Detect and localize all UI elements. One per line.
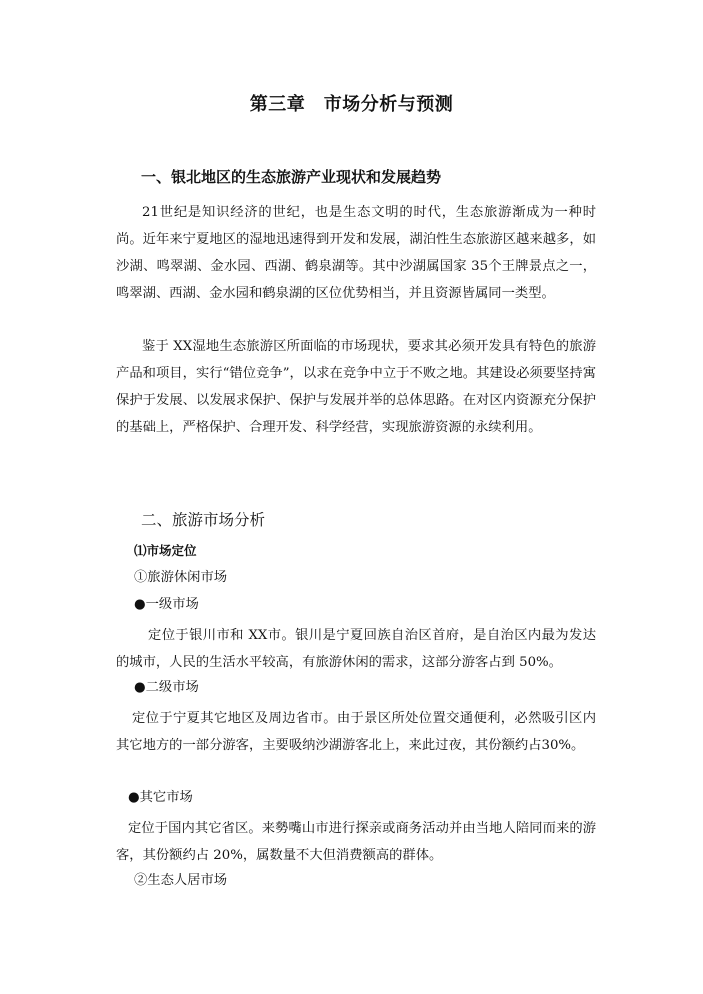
section-heading-2: 二、旅游市场分析 — [141, 511, 266, 529]
tier1-paragraph: 定位于银川市和 XX市。银川是宁夏回族自治区首府，是自治区内最为发达的城市，人民的生活水平较高，有旅游休闲的需求，这部分游客占到 50%。 — [116, 628, 596, 670]
paragraph-2: 鉴于 XX湿地生态旅游区所面临的市场现状，要求其必须开发具有特色的旅游产品和项目，实行“错位竞争”，以求在竞争中立于不败之地。其建设必须要坚持寓保护于发展、以发展求保护、保护与发展并举的总体思路。在对区内资源充分保护的基础上，严格保护、合理开发、科学经营，实现旅游资源的永续利用。 — [116, 339, 596, 435]
paragraph-1: 21世纪是知识经济的世纪，也是生态文明的时代，生态旅游渐成为一种时尚。近年来宁夏地区的湿地迅速得到开发和发展，湖泊性生态旅游区越来越多，如沙湖、鸣翠湖、金水园、西湖、鹤泉湖等。其中沙湖属国家 35个王牌景点之一，鸣翠湖、西湖、金水园和鹤泉湖的区位优势相当，并且资源皆属同一类型。 — [116, 205, 596, 301]
tier1-label: ●一级市场 — [134, 597, 199, 612]
section-heading-1: 一、银北地区的生态旅游产业现状和发展趋势 — [141, 168, 442, 186]
list-item-eco-residence-market: ②生态人居市场 — [134, 873, 228, 888]
tier2-label: ●二级市场 — [134, 680, 199, 695]
tier3-paragraph: 定位于国内其它省区。来勢嘴山市进行探亲或商务活动并由当地人陪同而来的游客，其份额约占 20%，属数量不大但消费额高的群体。 — [116, 821, 596, 863]
subheading-market-positioning: ⑴市场定位 — [134, 543, 197, 558]
list-item-leisure-market: ①旅游休闲市场 — [134, 570, 228, 585]
tier2-paragraph: 定位于宁夏其它地区及周边省市。由于景区所处位置交通便利，必然吸引区内其它地方的一部分游客，主要吸纳沙湖游客北上，来此过夜，其份额约占30%。 — [116, 711, 596, 753]
tier3-label: ●其它市场 — [128, 790, 193, 805]
chapter-title: 第三章 市场分析与预测 — [249, 94, 454, 115]
